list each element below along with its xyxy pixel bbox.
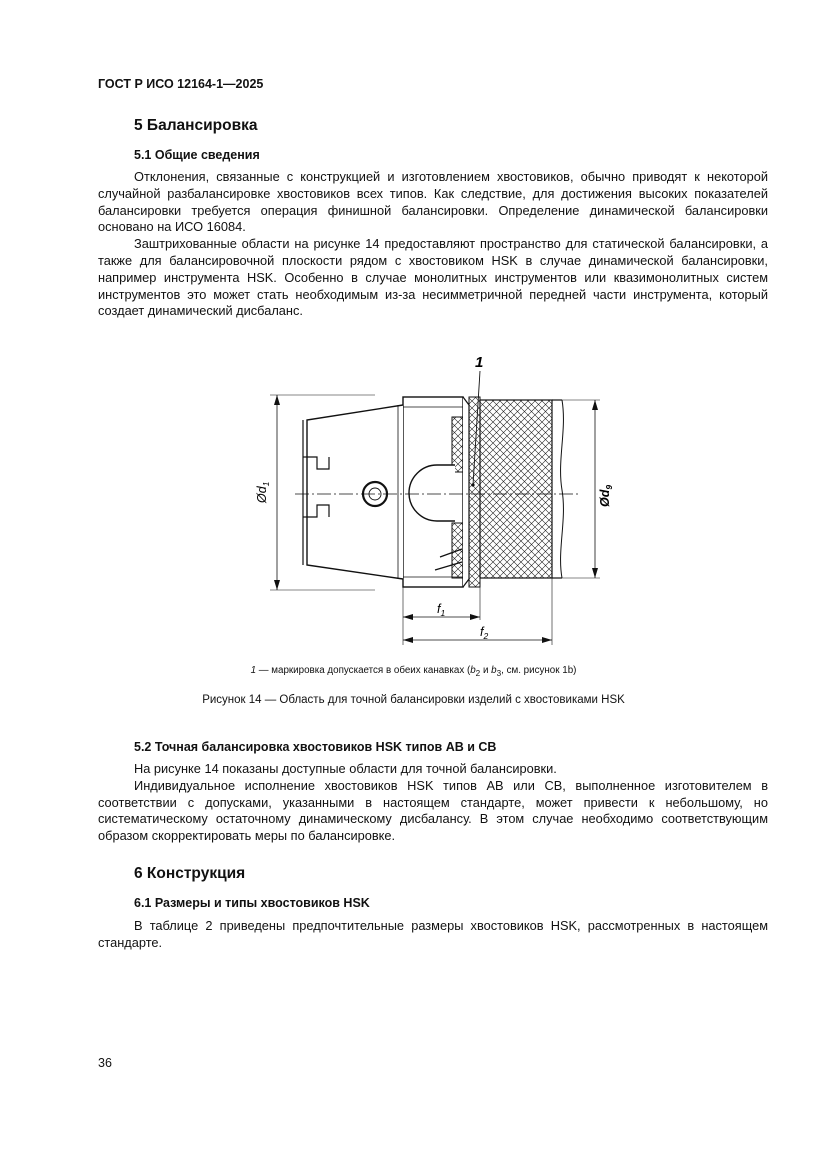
dim-label-d9: $Ød_9$ xyxy=(598,484,614,507)
section-5-1-title: 5.1 Общие сведения xyxy=(134,148,260,162)
figure-legend: 1 — маркировка допускается в обеих канавках ($b_2$ и $b_3$, см. рисунок 1b) xyxy=(250,665,577,678)
paragraph: В таблице 2 приведены предпочтительные размеры хвостовиков HSK, рассмотренных в настоящем стандарте. xyxy=(98,918,768,950)
section-5-2-title: 5.2 Точная балансировка хвостовиков HSK типов АВ и СВ xyxy=(134,740,497,754)
section-5-title: 5 Балансировка xyxy=(134,117,258,134)
paragraph: Индивидуальное исполнение хвостовиков HSK типов АВ или СВ, выполненное изготовителем в соответствии с допусками, указанными в настоящем стандарте, может привести к небольшому, но систематическому остаточному динамическому дисбалансу. В этом случае необходимо соответствующим образом скорректировать меры по балансировке. xyxy=(98,777,768,844)
paragraph: На рисунке 14 показаны доступные области для точной балансировки. xyxy=(134,761,557,776)
document-header: ГОСТ Р ИСО 12164-1—2025 xyxy=(98,77,264,91)
groove-b2-hatch xyxy=(452,417,463,472)
section-5-1-body xyxy=(98,169,768,320)
section-6-1-body xyxy=(98,918,768,952)
taper-shank xyxy=(307,405,403,579)
break-line xyxy=(561,400,564,578)
paragraph: Заштрихованные области на рисунке 14 предоставляют пространство для статической балансировки, а также для балансировочной плоскости рядом с хвостовиком HSK в случае динамической балансировки, например инструмента HSK. Особенно в случае монолитных инструментов или квазимонолитных систем инструментов это может стать необходимым из-за несимметричной передней части инструмента, который создает динамический дисбаланс. xyxy=(98,236,768,319)
figure-14-drawing xyxy=(255,345,615,645)
callout-label: 1 xyxy=(475,354,484,371)
section-6-title: 6 Конструкция xyxy=(134,865,246,882)
groove-ring-hatch xyxy=(469,397,480,587)
section-5-2-body xyxy=(98,761,768,845)
dim-label-d1: $Ød_1$ xyxy=(255,481,271,503)
page-number: 36 xyxy=(98,1056,112,1070)
paragraph: Отклонения, связанные с конструкцией и изготовлением хвостовиков, обычно приводят к некоторой случайной разбалансировке хвостовиков всех типов. Как следствие, для достижения высоких показателей балансировки требуется операция финишной балансировки. Определение динамической балансировки основано на ИСО 16084. xyxy=(98,169,768,235)
balancing-zone-hatch xyxy=(480,400,552,578)
figure-caption: Рисунок 14 — Область для точной балансировки изделий с хвостовиками HSK xyxy=(202,694,625,706)
dim-label-f1: $f_1$ xyxy=(437,602,446,618)
dim-label-f2: $f_2$ xyxy=(480,625,489,641)
section-6-1-title: 6.1 Размеры и типы хвостовиков HSK xyxy=(134,896,370,910)
